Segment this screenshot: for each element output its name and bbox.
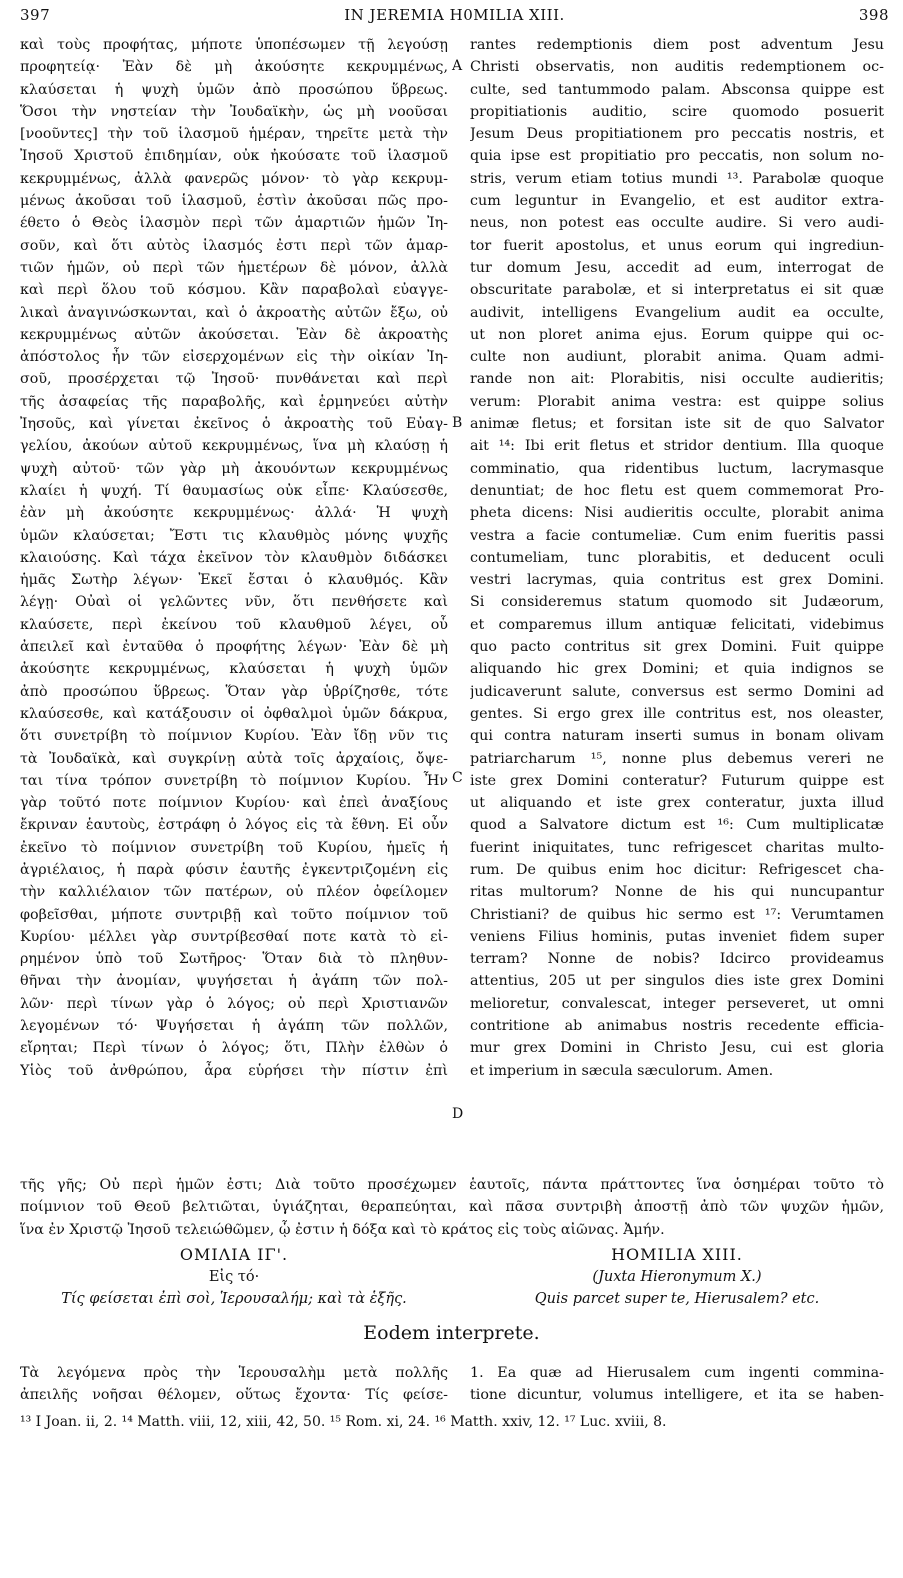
text-line: stris, verum etiam totius mundi ¹³. Parabolæ quoque — [470, 170, 884, 187]
text-line: patriarcharum ¹⁵, nonne plus debemus vereri ne — [470, 750, 884, 767]
text-line: ut aliquando et iste grex conteratur, juxta illud — [470, 795, 884, 812]
text-line: ὑμῶν κλαύσεται; Ἔστι τις κλαυθμὸς μόνης ψυχῆς — [20, 527, 448, 544]
text-line: neus, non potest eas occulte audire. Si vero audi- — [470, 215, 884, 232]
text-line: μένως ἀκοῦσαι τοῦ ἱλασμοῦ, ἐστὶν ἀκοῦσαι πῶς προ- — [20, 193, 448, 210]
text-line: propitiationis auditio, scire quomodo posuerit — [470, 103, 884, 120]
text-line: ὅτι συνετρίβη τὸ ποίμνιον Κυρίου. Ἐὰν ἴδῃ νῦν τις — [20, 728, 448, 745]
margin-marker-a: A — [452, 58, 463, 74]
text-line: Ἰησοῦ Χριστοῦ ἐπιδημίαν, οὐκ ἠκούσατε τοῦ ἱλασμοῦ — [20, 148, 448, 165]
greek-homily-incipit: Τίς φείσεται ἐπὶ σοὶ, Ἱερουσαλήμ; καὶ τὰ ἑξῆς. — [61, 1291, 407, 1307]
text-line: rantes redemptionis diem post adventum Jesu — [470, 37, 884, 53]
text-line: Ἰησοῦς, καὶ γίνεται ἐκεῖνος ὁ ἀκροατὴς τοῦ Εὐαγ- — [20, 416, 448, 433]
latin-homily-title — [470, 1244, 884, 1310]
greek-homily-heading: ΟΜΙΛΙΑ ΙΓ'. — [179, 1245, 289, 1264]
text-line: terram? Nonne de nobis? Idcirco provideamus — [470, 951, 884, 968]
latin-column — [470, 34, 884, 1082]
text-line: comminatio, qua ridentibus luctum, lacrymasque — [470, 460, 884, 477]
text-line: fuerint iniquitates, tunc refrigescet charitas multo- — [470, 839, 884, 856]
text-line: gentes. Si ergo grex ille contritus est, nos oleaster, — [470, 705, 884, 722]
text-line: quod a Salvatore dictum est ¹⁶: Cum multiplicatæ — [470, 817, 884, 834]
text-line: ἀγριέλαιος, ἡ παρὰ φύσιν ἑαυτῆς ἐγκεντριζομένη εἰς — [20, 861, 448, 878]
text-line: tione dicuntur, volumus intelligere, et ita se haben- — [470, 1387, 884, 1404]
text-line: pheta dicens: Nisi audieritis occulte, plorabit anima — [470, 505, 884, 522]
text-line: contritione ab animabus nostris recedente efficia- — [470, 1018, 884, 1035]
text-line: γὰρ τοῦτό ποτε ποίμνιον Κυρίου· καὶ ἐπεὶ ἀναξίους — [20, 795, 448, 812]
text-line: rande non ait: Plorabitis, nisi occulte audieritis; — [470, 371, 884, 388]
text-line: κλαύσεσθε, καὶ κατάξουσιν οἱ ὀφθαλμοὶ ὑμῶν δάκρυα, — [20, 705, 448, 722]
text-line: θῆναι τὴν ἀνομίαν, ψυγήσεται ἡ ἀγάπη τῶν πολ- — [20, 973, 448, 990]
text-line: melioretur, convalescat, integer perseveret, ut omni — [470, 995, 884, 1012]
text-line: ait ¹⁴: Ibi erit fletus et stridor dentium. Illa quoque — [470, 438, 884, 455]
text-line: aliquando hic grex Domini; et quia indignos se — [470, 661, 884, 678]
text-line: κλαύσετε, περὶ ἐκείνου τοῦ κλαυθμοῦ λέγει, οὗ — [20, 616, 448, 633]
latin-homily-opening — [470, 1362, 884, 1407]
page-number-right: 398 — [858, 6, 889, 24]
text-line: quo pacto contritus sit grex Domini. Fuit quippe — [470, 639, 884, 656]
wide-line: ἵνα ἐν Χριστῷ Ἰησοῦ τελειώθῶμεν, ᾧ ἐστιν ἡ δόξα καὶ τὸ κράτος εἰς τοὺς αἰῶνας. Ἀμήν. — [20, 1221, 665, 1238]
text-line: quia ipse est propitiatio pro peccatis, non solum no- — [470, 148, 884, 165]
text-line: λέγῃ· Οὐαὶ οἱ γελῶντες νῦν, ὅτι πενθήσετε καὶ — [20, 594, 448, 611]
text-line: judicaverunt salute, conversus est sermo Domini ad — [470, 683, 884, 700]
text-line: et comparemus illum antiquæ felicitati, videbimus — [470, 616, 884, 633]
text-line: ται τίνα τρόπον συνετρίβη τὸ ποίμνιον Κυρίου. Ἦν — [20, 772, 448, 789]
text-line: γελίου, ἀκούων αὐτοῦ κεκρυμμένως, ἵνα μὴ κλαύσῃ ἡ — [20, 438, 448, 455]
text-line: culte, sed tantummodo palam. Absconsa quippe est — [470, 81, 884, 98]
text-line: denuntiat; de hoc fletu est quem commemorat Pro- — [470, 482, 884, 499]
greek-column — [20, 34, 448, 1082]
text-line: ἐκεῖνο τὸ ποίμνιον συνετρίβη τοῦ Κυρίου, ἡμεῖς ἡ — [20, 839, 448, 856]
greek-homily-subheading: Εἰς τό· — [208, 1269, 260, 1285]
footnotes: ¹³ I Joan. ii, 2. ¹⁴ Matth. viii, 12, xiii, 42, 50. ¹⁵ Rom. xi, 24. ¹⁶ Matth. xxiv, 12. ¹⁷ Luc. xviii, 8. — [20, 1414, 667, 1430]
text-line: tor fuerit apostolus, et unus eorum qui ingrediun- — [470, 237, 884, 254]
text-line: animæ fletus; et forsitan iste sit de quo Salvator — [470, 416, 884, 433]
text-line: τὰ Ἰουδαϊκὰ, καὶ συγκρίνῃ αὐτὰ τοῖς ἀρχαίοις, ὄψε- — [20, 750, 448, 767]
text-line: qui contra naturam inserti sumus in bonam olivam — [470, 728, 884, 745]
text-line: κλαίει ἡ ψυχή. Τί θαυμασίως οὐκ εἶπε· Κλαύσεσθε, — [20, 482, 448, 499]
text-line: verum: Plorabit anima vestra: est quippe solius — [470, 393, 884, 410]
text-line: Κυρίου· μέλλει γὰρ συντρίβεσθαί ποτε κατὰ τὸ εἰ- — [20, 928, 448, 945]
text-line: ἐὰν μὴ ἀκούσητε κεκρυμμένως· ἀλλά· Ἡ ψυχὴ — [20, 505, 448, 522]
text-line: 1. Ea quæ ad Hierusalem cum ingenti commina- — [470, 1365, 884, 1381]
text-line: ψυχὴ αὐτοῦ· τῶν γὰρ μὴ ἀκουόντων κεκρυμμένως — [20, 460, 448, 477]
text-line: et imperium in sæcula sæculorum. Amen. — [470, 1062, 774, 1079]
wide-line: ποίμνιον τοῦ Θεοῦ βελτιῶται, ὑγιάζηται, θεραπεύηται, καὶ πᾶσα συντριβὴ ἀποστῇ ἀπὸ τῶν ψυχῶν ἡμῶν, — [20, 1199, 884, 1216]
text-line: Si consideremus statum quomodo sit Judæorum, — [470, 594, 884, 611]
text-line: προφητείᾳ· Ἐὰν δὲ μὴ ἀκούσητε κεκρυμμένως, — [20, 59, 448, 76]
text-line: mur grex Domini in Christo Jesu, cui est gloria — [470, 1040, 884, 1057]
text-line: έθετο ὁ Θεὸς ἱλασμὸν περὶ τῶν ἁμαρτιῶν ἡμῶν Ἰη- — [20, 215, 448, 232]
text-line: attentius, 205 ut per singulos dies iste grex Domini — [470, 973, 884, 990]
text-line: culte non audiunt, plorabit anima. Quam admi- — [470, 349, 884, 366]
full-width-greek-text — [20, 1174, 884, 1241]
text-line: σοῦν, καὶ ὅτι αὐτὸς ἱλασμός ἐστι περὶ τῶν ἁμαρ- — [20, 237, 448, 254]
text-line: Jesum Deus propitiationem pro peccatis nostris, et — [470, 126, 884, 143]
text-line: Christi observatis, non auditis redemptionem oc- — [470, 59, 884, 76]
text-line: κλαύσεται ἡ ψυχὴ ὑμῶν ἀπὸ προσώπου ὕβρεως. — [20, 81, 448, 98]
text-line: καὶ περὶ ὅλου τοῦ κόσμου. Κἂν παραβολαὶ εὐαγγε- — [20, 282, 448, 299]
wide-line: τῆς γῆς; Οὐ περὶ ἡμῶν ἐστι; Διὰ τοῦτο προσέχωμεν ἑαυτοῖς, πάντα πράττοντες ἵνα ὁσημέραι τοῦτο τὸ — [20, 1177, 884, 1193]
text-line: ἀπειλῆς νοῆσαι θέλομεν, οὕτως ἔχοντα· Τίς φείσε- — [20, 1387, 448, 1404]
text-line: λῶν· περὶ τίνων γὰρ ὁ λόγος; οὐ περὶ Χριστιανῶν — [20, 995, 448, 1012]
margin-marker-c: C — [452, 770, 463, 786]
greek-homily-title — [20, 1244, 448, 1310]
text-line: λικαὶ ἀναγινώσκωνται, καὶ ὁ ἀκροατὴς αὐτῶν ἔξω, οὐ — [20, 304, 448, 321]
text-line: tur domum Jesu, accedit ad eum, interrogat de — [470, 259, 884, 276]
text-line: ἡμᾶς Σωτὴρ λέγων· Ἐκεῖ ἔσται ὁ κλαυθμός. Κἂν — [20, 572, 448, 589]
interpreter-note: Eodem interprete. — [363, 1322, 540, 1344]
text-line: Τὰ λεγόμενα πρὸς τὴν Ἱερουσαλὴμ μετὰ πολλῆς — [20, 1365, 448, 1381]
text-line: ἀπόστολος ἦν τῶν εἰσερχομένων εἰς τὴν οἰκίαν Ἰη- — [20, 349, 448, 366]
text-line: audivit, intelligens Evangelium audit ea occulte, — [470, 304, 884, 321]
greek-homily-opening — [20, 1362, 448, 1407]
text-line: ἀκούσητε κεκρυμμένως, κλαύσεται ἡ ψυχὴ ὑμῶν — [20, 661, 448, 678]
text-line: cum leguntur in Evangelio, et est auditor extra- — [470, 193, 884, 210]
text-line: κλαιούσης. Καὶ τάχα ἐκεῖνον τὸν κλαυθμὸν διδάσκει — [20, 549, 448, 566]
text-line: λεγομένων τό· Ψυγήσεται ἡ ἀγάπη τῶν πολλῶν, — [20, 1018, 448, 1035]
text-line: ritas multorum? Nonne de his qui nuncupantur — [470, 884, 884, 901]
text-line: vestra a facie contumeliæ. Cum enim fueritis passi — [470, 527, 884, 544]
text-line: φοβεῖσθαι, μήποτε συντριβῇ καὶ τοῦτο ποίμνιον τοῦ — [20, 906, 448, 923]
text-line: ut non ploret anima ejus. Eorum quippe qui oc- — [470, 326, 884, 343]
latin-homily-subheading: (Juxta Hieronymum X.) — [592, 1269, 762, 1285]
text-line: ἔκριναν ἑαυτοὺς, ἐστράφη ὁ λόγος εἰς τὰ ἔθνη. Εἰ οὖν — [20, 817, 448, 834]
page-header — [20, 6, 889, 30]
margin-marker-d: D — [452, 1106, 464, 1122]
text-line: ἀπὸ προσώπου ὕβρεως. Ὅταν γὰρ ὑβρίζησθε, τότε — [20, 683, 448, 700]
text-line: iste grex Domini conteratur? Futurum quippe est — [470, 772, 884, 789]
text-line: τῆς ἀσαφείας τῆς παραβολῆς, καὶ ἑρμηνεύει αὐτὴν — [20, 393, 448, 410]
text-line: τὴν καλλιέλαιον τῶν πατέρων, οὐ πλέον ὀφείλομεν — [20, 884, 448, 901]
text-line: τιῶν ἡμῶν, οὐ περὶ τῶν ἡμετέρων δὲ μόνον, ἀλλὰ — [20, 259, 448, 276]
text-line: vestri lacrymas, quia contritus est grex Domini. — [470, 572, 884, 589]
text-line: Ὅσοι τὴν νηστείαν τὴν Ἰουδαϊκὴν, ὡς μὴ νοοῦσαι — [20, 103, 448, 120]
margin-marker-b: B — [452, 415, 463, 431]
text-line: [νοοῦντες] τὴν τοῦ ἱλασμοῦ ἡμέραν, τηρεῖτε μετὰ τὴν — [20, 126, 448, 143]
text-line: Christiani? de quibus hic sermo est ¹⁷: Verumtamen — [470, 906, 884, 923]
text-line: ἀπειλεῖ καὶ ἐνταῦθα ὁ προφήτης λέγων· Ἐὰν δὲ μὴ — [20, 639, 448, 656]
text-line: καὶ τοὺς προφήτας, μήποτε ὑποπέσωμεν τῇ λεγούσῃ — [20, 37, 448, 53]
text-line: rum. De quibus enim hoc dicitur: Refrigescet cha- — [470, 861, 884, 878]
latin-homily-incipit: Quis parcet super te, Hierusalem? etc. — [534, 1291, 820, 1307]
text-line: Υἱὸς τοῦ ἀνθρώπου, ἆρα εὑρήσει τὴν πίστιν ἐπὶ — [20, 1062, 448, 1079]
text-line: εἴρηται; Περὶ τίνων ὁ λόγος; ὅτι, Πλὴν ἐλθὼν ὁ — [20, 1040, 448, 1057]
text-line: contumeliam, tunc plorabitis, et deducent oculi — [470, 549, 884, 566]
text-line: κεκρυμμένως αὐτῶν ἀκούσεται. Ἐὰν δὲ ἀκροατὴς — [20, 326, 448, 343]
page-number-left: 397 — [20, 6, 51, 24]
text-line: obscuritate parabolæ, et si interpretatus ei sit quæ — [470, 282, 884, 299]
latin-homily-heading: HOMILIA XIII. — [611, 1245, 743, 1264]
text-line: veniens Filius hominis, putas inveniet fidem super — [470, 928, 884, 945]
text-line: σοῦ, προσέρχεται τῷ Ἰησοῦ· πυνθάνεται καὶ περὶ — [20, 371, 448, 388]
text-line: ρημένον ὑπὸ τοῦ Σωτῆρος· Ὅταν διὰ τὸ πληθυν- — [20, 951, 448, 968]
running-title: IN JEREMIA H0MILIA XIII. — [344, 6, 565, 24]
text-line: κεκρυμμένως, ἀλλὰ φανερῶς μόνον· τὸ γὰρ κεκρυμ- — [20, 170, 448, 187]
